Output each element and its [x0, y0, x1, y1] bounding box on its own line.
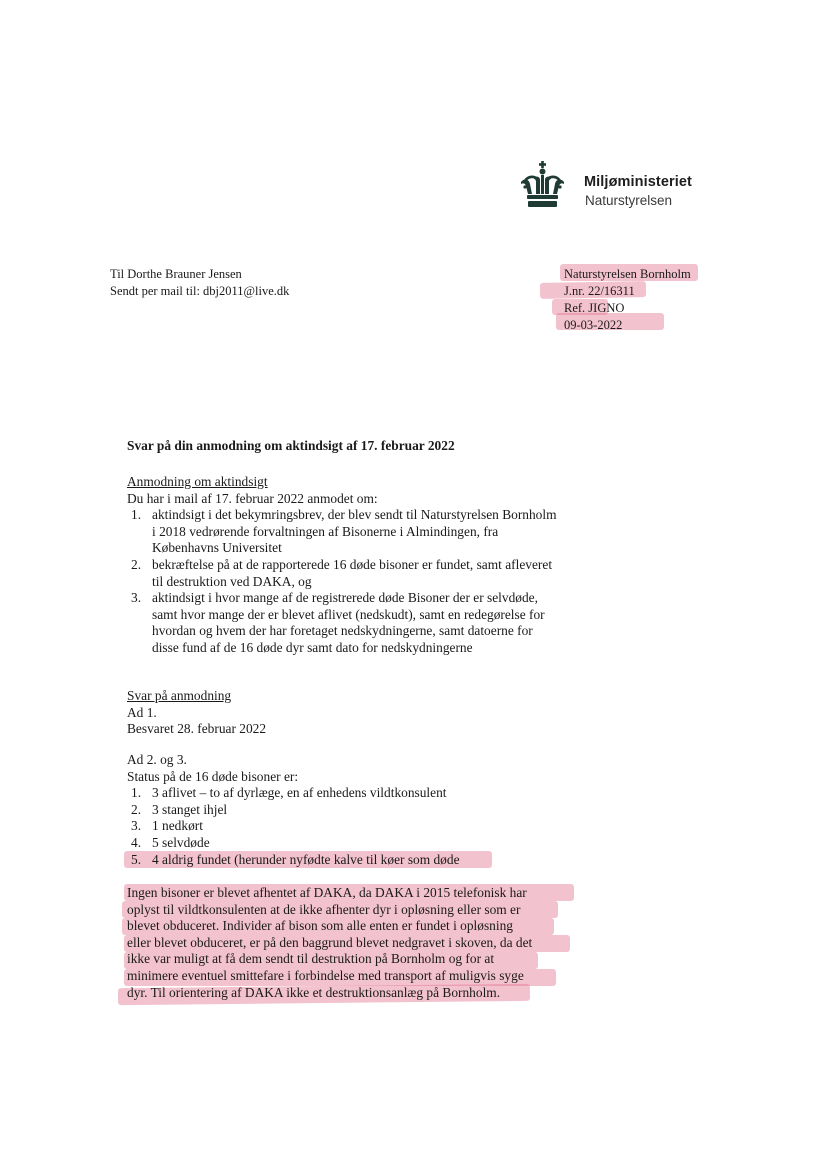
ad1-answer: Besvaret 28. februar 2022	[127, 721, 267, 737]
ministry-name: Miljøministeriet	[584, 174, 692, 190]
letter-date: 09-03-2022	[564, 318, 623, 332]
list-item: 3. 1 nedkørt	[131, 818, 203, 834]
paragraph-line: eller blevet obduceret, er på den baggrund blevet nedgravet i skoven, da det	[127, 934, 533, 950]
status-list	[127, 785, 597, 868]
ministry-logo	[518, 160, 718, 212]
request-list	[127, 507, 557, 656]
request-heading: Anmodning om aktindsigt	[127, 474, 268, 489]
list-item: 2. 3 stanget ihjel	[131, 801, 228, 817]
paragraph-line: blevet obduceret. Individer af bison som alle enten er fundet i opløsning	[127, 918, 513, 934]
request-intro: Du har i mail af 17. februar 2022 anmodet om:	[127, 490, 378, 506]
journal-number: J.nr. 22/16311	[564, 284, 635, 298]
paragraph-line: minimere eventuel smittefare i forbindelse med transport af muligvis syge	[127, 967, 524, 983]
paragraph-line: ikke var muligt at få dem sendt til destruktion på Bornholm og for at	[127, 951, 495, 967]
status-section	[127, 752, 597, 868]
recipient-name: Til Dorthe Brauner Jensen	[110, 267, 242, 281]
crown-icon	[518, 160, 568, 210]
agency-name: Naturstyrelsen	[585, 193, 673, 208]
recipient-block	[110, 266, 289, 300]
status-intro: Status på de 16 døde bisoner er:	[127, 768, 299, 784]
ad23-label: Ad 2. og 3.	[127, 752, 187, 767]
list-item: 3. aktindsigt i hvor mange af de registrerede døde Bisoner der er selvdøde, samt hvor mange der er blevet aflivet (nedskudt), samt en redegørelse for hvordan og hvem der har foretaget nedskydningerne, samt datoerne for disse fund af de 16 døde dyr samt dato for nedskydningerne	[131, 590, 545, 655]
list-item: 4. 5 selvdøde	[131, 834, 210, 850]
list-item: 1. aktindsigt i det bekymringsbrev, der blev sendt til Naturstyrelsen Bornholm i 2018 vedrørende forvaltningen af Bisonerne i Almindingen, fra Københavns Universitet	[131, 507, 557, 556]
recipient-email: Sendt per mail til: dbj2011@live.dk	[110, 284, 290, 298]
answer-heading: Svar på anmodning	[127, 688, 232, 703]
list-item: 1. 3 aflivet – to af dyrlæge, en af enhedens vildtkonsulent	[131, 785, 447, 801]
office-name: Naturstyrelsen Bornholm	[564, 267, 691, 281]
list-item: 2. bekræftelse på at de rapporterede 16 døde bisoner er fundet, samt afleveret til destruktion ved DAKA, og	[131, 556, 553, 589]
paragraph-line: dyr. Til orientering af DAKA ikke et destruktionsanlæg på Bornholm.	[127, 984, 501, 1000]
answer-section	[127, 688, 597, 738]
closing-paragraph	[127, 885, 607, 1001]
reference-code: Ref. JIGNO	[564, 301, 625, 315]
letter-title: Svar på din anmodning om aktindsigt af 17. februar 2022	[127, 438, 455, 453]
reference-block	[564, 266, 691, 334]
ad1-label: Ad 1.	[127, 704, 157, 720]
paragraph-line: oplyst til vildtkonsulenten at de ikke afhenter dyr i opløsning eller som er	[127, 901, 521, 917]
list-item: 5. 4 aldrig fundet (herunder nyfødte kalve til køer som døde	[131, 851, 460, 867]
paragraph-line: Ingen bisoner er blevet afhentet af DAKA, da DAKA i 2015 telefonisk har	[127, 885, 527, 900]
request-section	[127, 474, 597, 657]
